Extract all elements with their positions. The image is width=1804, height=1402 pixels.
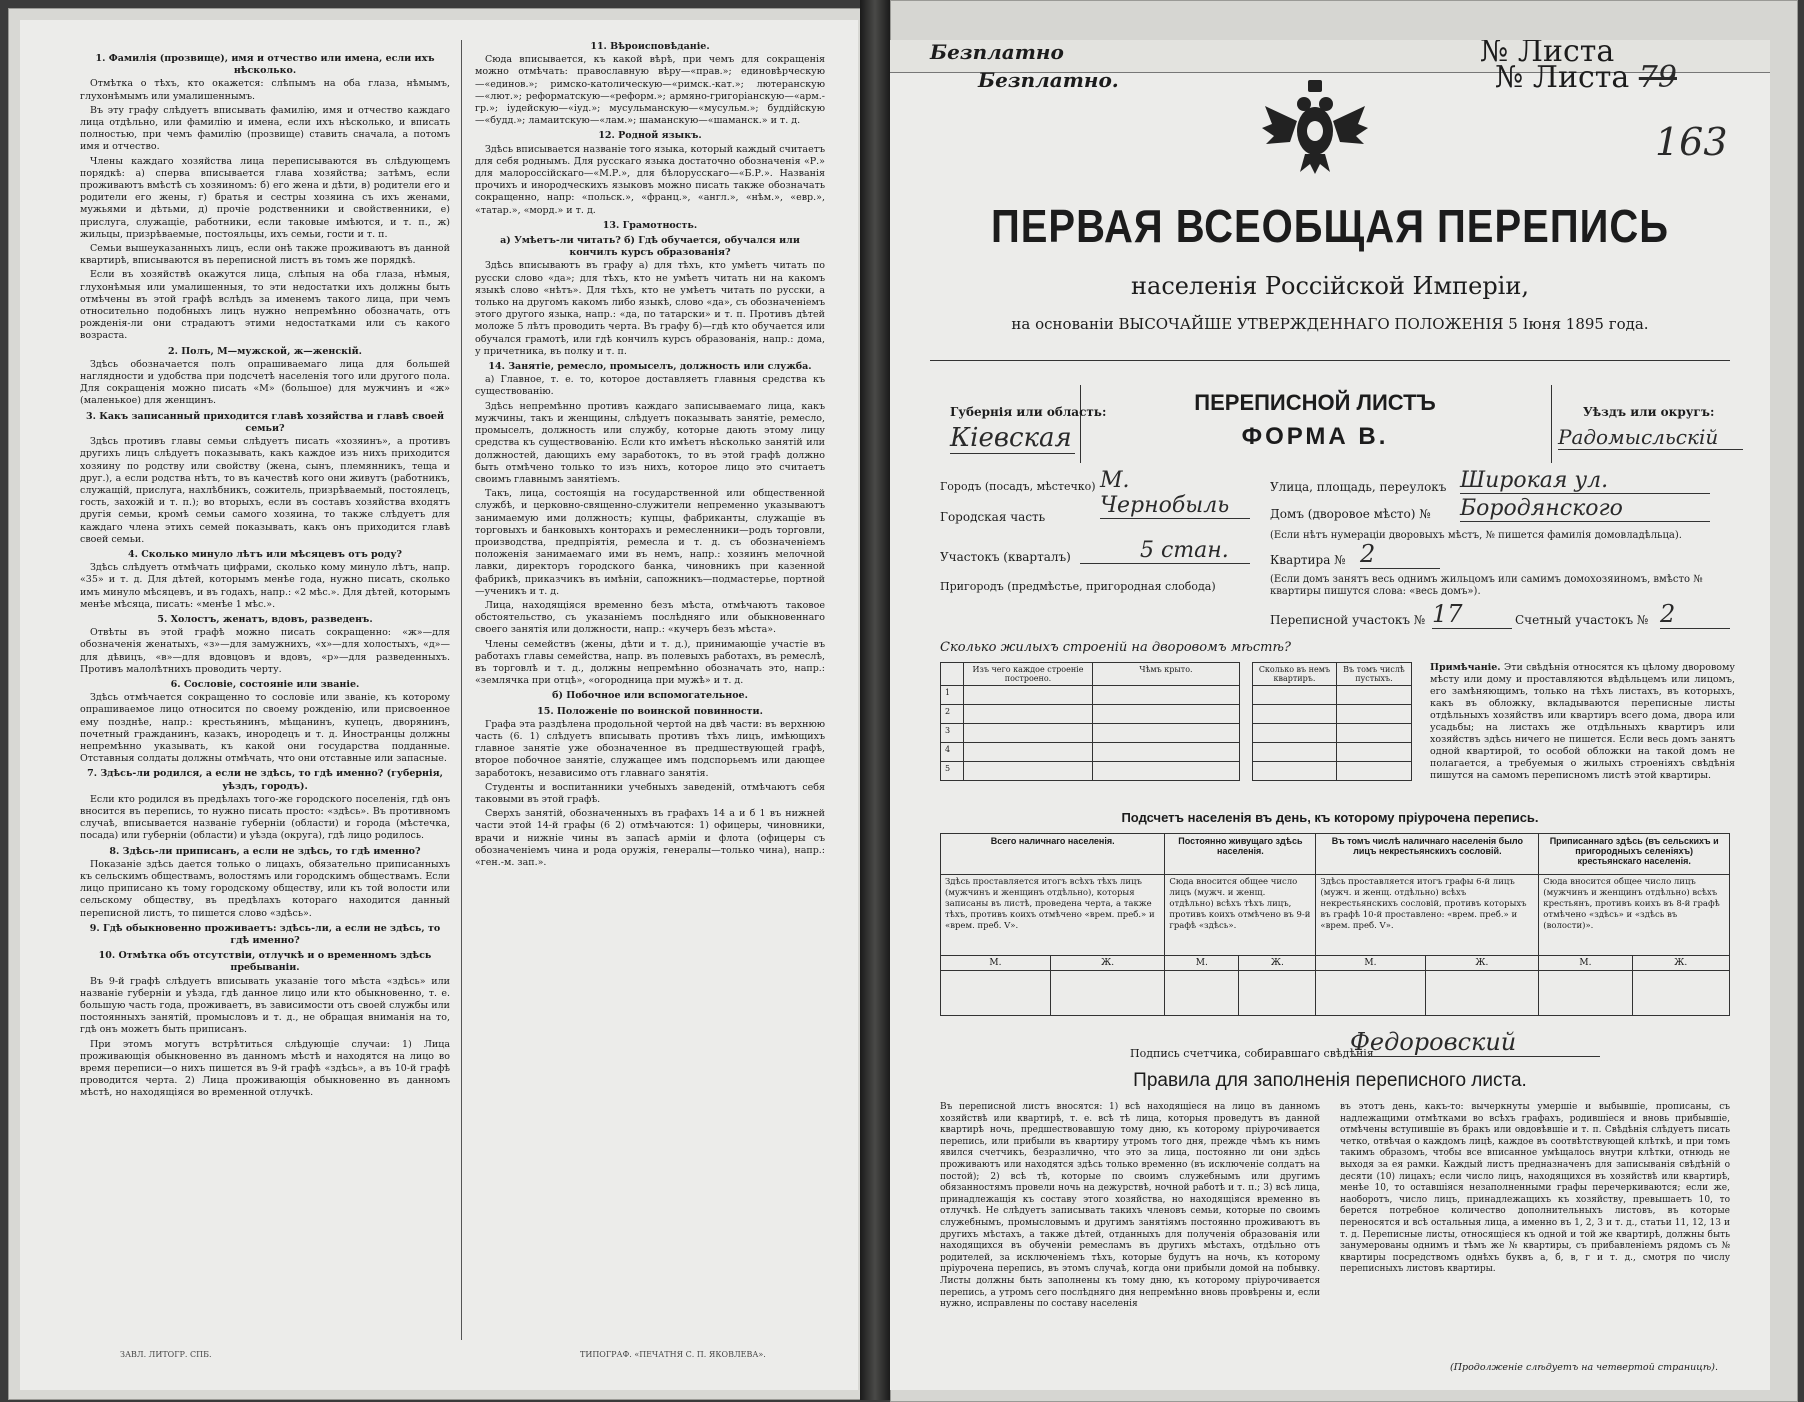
signature-label: Подпись счетчика, собиравшаго свѣдѣнія — [1130, 1047, 1374, 1060]
instruction-paragraph: Лица, находящіяся временно безъ мѣста, отмѣчаютъ таковое обстоятельство, съ указаніемъ послѣдняго или обыкновеннаго своего занятія или должности, напр.: «кучеръ безъ мѣста». — [475, 599, 825, 636]
buildings-row: 4 — [941, 743, 964, 762]
uezd-value: Радомысльскій — [1558, 425, 1743, 450]
sheet-number: № Листа 79 — [1495, 60, 1677, 95]
buildings-note: Примѣчаніе. Эти свѣдѣнія относятся къ цѣлому дворовому мѣсту или дому и проставляются вѣдѣльцемъ или лицомъ, его замѣняющимъ, только на тѣхъ листахъ, въ которыхъ, какъ въ обложку, вкладываются переписные листы отдѣльныхъ хозяйствъ или квартиръ всего дома, двора или усадьбы; на листахъ же отдѣльныхъ квартиръ или хозяйствъ здѣсь ничего не пишется. Если весь домъ занятъ одной квартирой, то особой обложки на такой домъ не полагается, а требуемыя о жилыхъ строеніяхъ свѣдѣнія пишутся на самомъ переписномъ листѣ этой квартиры. — [1430, 662, 1735, 781]
book-spine — [860, 0, 890, 1400]
pop-header-non-peasant: Въ томъ числѣ наличнаго населенія было лицъ некрестьянскихъ сословій. — [1316, 834, 1539, 875]
instruction-heading: 14. Занятіе, ремесло, промыселъ, должность или служба. — [488, 361, 812, 373]
guberniya-label: Губернія или область: — [950, 405, 1107, 419]
instruction-heading: 8. Здѣсь-ли приписанъ, а если не здѣсь, то гдѣ именно? — [109, 845, 421, 857]
instruction-paragraph: Здѣсь слѣдуетъ отмѣчать цифрами, сколько кому минуло лѣтъ, напр. «35» и т. д. Для дѣтей, которымъ менѣе года, нужно писать, сколько имъ минуло мѣсяцевъ, и въ годахъ, напр.: «2 мѣс.». Для дѣтей, которымъ менѣе мѣсяца, писать: «менѣе 1 мѣс.». — [80, 562, 450, 610]
form-variant: ФОРМА В. — [1241, 423, 1389, 450]
pop-m: М. — [1316, 956, 1425, 971]
apartment-label: Квартира № — [1270, 553, 1346, 567]
buildings-col-roof: Чѣмъ крыто. — [1093, 663, 1240, 686]
instruction-heading: 5. Холостъ, женатъ, вдовъ, разведенъ. — [157, 613, 373, 625]
buildings-col-empty: Въ томъ числѣ пустыхъ. — [1336, 663, 1411, 686]
footer-printer-right: ТИПОГРАФ. «ПЕЧАТНЯ С. П. ЯКОВЛЕВА». — [580, 1350, 766, 1359]
instruction-heading: 15. Положеніе по воинской повинности. — [537, 705, 763, 717]
census-district-label: Переписной участокъ № — [1270, 613, 1426, 627]
counting-district-value: 2 — [1660, 600, 1730, 629]
district-value: 5 стан. — [1080, 538, 1250, 564]
column-divider — [461, 40, 462, 1340]
buildings-question: Сколько жилыхъ строеній на дворовомъ мѣстѣ? — [940, 640, 1291, 655]
census-title: ПЕРВАЯ ВСЕОБЩАЯ ПЕРЕПИСЬ — [991, 201, 1669, 253]
district-label: Участокъ (кварталъ) — [940, 550, 1071, 564]
apartment-note: (Если домъ занятъ весь однимъ жильцомъ или самимъ домохозяиномъ, вмѣсто № квартиры пишутся слова: «весь домъ»). — [1270, 574, 1703, 597]
instruction-paragraph: Студенты и воспитанники учебныхъ заведеній, отмѣчаютъ себя таковыми въ этой графѣ. — [475, 781, 825, 805]
instruction-paragraph: Члены каждаго хозяйства лица переписываются въ слѣдующемъ порядкѣ: а) сперва вписывается глава хозяйства; затѣмъ, если проживаютъ вмѣстѣ съ хозяиномъ: б) его жена и дѣти, в) родители его и родители его жены, г) братья и сестры хозяина съ ихъ женами, мужьями и дѣтьми, д) прочіе родственники и свойственники, е) прислуга, служащіе, работники, если таковые имѣются, и т. п., ж) жильцы, призрѣваемые, постояльцы, ихъ семьи, гости и т. п. — [80, 155, 450, 240]
right-page — [890, 40, 1770, 1390]
pop-desc-permanent: Сюда вносится общее число лицъ (мужч. и женщ. отдѣльно) всѣхъ тѣхъ лицъ, противъ коихъ отмѣчено въ 9-й графѣ «здѣсь». — [1165, 875, 1316, 956]
instruction-heading: 3. Какъ записанный приходится главѣ хозяйства и главѣ своей семьи? — [86, 410, 444, 434]
buildings-row: 1 — [941, 686, 964, 705]
instruction-heading: 9. Гдѣ обыкновенно проживаетъ: здѣсь-ли, а если не здѣсь, то гдѣ именно? — [89, 922, 441, 947]
instruction-heading: 7. Здѣсь-ли родился, а если не здѣсь, то гдѣ именно? (губернія, уѣздъ, городъ). — [87, 768, 443, 792]
instruction-heading: 10. Отмѣтка объ отсутствіи, отлучкѣ и о временномъ здѣсь пребываніи. — [98, 950, 432, 974]
instructions-column-1 — [80, 50, 450, 1340]
sheet-number-value: 79 — [1638, 60, 1677, 95]
pop-desc-non-peasant: Здѣсь проставляется итогъ графы 6-й лицъ (мужч. и женщ. отдѣльно) всѣхъ некрестьянскихъ сословій, противъ которыхъ въ графѣ 10-й проставлено: «врем. преб.» и «врем. преб. V». — [1316, 875, 1539, 956]
title-rule — [930, 360, 1730, 361]
instruction-paragraph: При этомъ могутъ встрѣтиться слѣдующіе случаи: 1) Лица проживающія обыкновенно въ данномъ мѣстѣ и находятся на лицо во время переписи—о нихъ пишется въ 9-й графѣ «здѣсь», а въ 10-й графѣ проводится черта. 2) Лица проживающія обыкновенно въ данномъ мѣстѣ, но находящіяся во временной отлучкѣ. — [80, 1038, 450, 1099]
uezd-label: Уѣздъ или округъ: — [1583, 405, 1715, 419]
instruction-paragraph: Здѣсь противъ главы семьи слѣдуетъ писать «хозяинъ», а противъ другихъ лицъ слѣдуетъ показывать, какъ каждое изъ нихъ приходится хозяину по родству или свойству (жена, сынъ, племянникъ, теща и друг.), а если родства нѣтъ, то въ качествѣ кого они живутъ (работникъ, служащій, прислуга, нахлѣбникъ, сожитель, призрѣваемый, постоялецъ, гость, захожій и т. п.); во вторыхъ, если въ составъ хозяйства входятъ другія семьи, кромѣ семьи самого хозяина, то также слѣдуетъ для каждаго члена этихъ семей показывать, какъ онъ приходится главѣ своей семьи. — [80, 436, 450, 545]
street-value: Широкая ул. — [1460, 468, 1710, 494]
instruction-paragraph: Въ 9-й графѣ слѣдуетъ вписывать указаніе того мѣста «здѣсь» или названіе губерніи и уѣзда, гдѣ данное лицо или кто обыкновенно, т. е. большую часть года, проживаетъ, въ зависимости отъ своей службы или постоянныхъ занятій, промысловъ и т. д., не обращая вниманія на то, гдѣ онъ можетъ быть приписанъ. — [80, 975, 450, 1036]
rules-continued: (Продолженіе слѣдуетъ на четвертой страницѣ). — [1450, 1362, 1718, 1373]
population-table — [940, 833, 1730, 1016]
form-name: ПЕРЕПИСНОЙ ЛИСТЪ — [1194, 390, 1436, 415]
census-basis: на основаніи ВЫСОЧАЙШЕ УТВЕРЖДЕННАГО ПОЛОЖЕНІЯ 5 Іюня 1895 года. — [1011, 315, 1649, 333]
instruction-paragraph: Члены семействъ (жены, дѣти и т. д.), принимающіе участіе въ работахъ главы семейства, напр. въ полевыхъ работахъ, въ ремеслѣ, въ торговлѣ и т. д., должны непремѣнно обозначать это, напр.: «землячка при отцѣ», «огородница при мужѣ» и т. д. — [475, 638, 825, 687]
buildings-col-apartments: Сколько въ немъ квартиръ. — [1253, 663, 1337, 686]
instruction-paragraph: Здѣсь отмѣчается сокращенно то сословіе или званіе, къ которому опрашиваемое лицо относится по своему рожденію, или присвоенное ему позднѣе, напр.: крестьянинъ, мѣщанинъ, купецъ, дворянинъ, почетный гражданинъ, казакъ, инородецъ и т. д. Иностранцы должны непремѣнно указывать, къ какой они государства подданные. Отставныя солдаты должны отмѣчать, что они отставные или запасные. — [80, 692, 450, 765]
pop-header-peasant: Приписаннаго здѣсь (въ сельскихъ и пригородныхъ селеніяхъ) крестьянскаго населенія. — [1539, 834, 1730, 875]
instruction-heading: б) Побочное или вспомогательное. — [552, 690, 748, 702]
pop-header-total: Всего наличнаго населенія. — [941, 834, 1165, 875]
instruction-paragraph: Такъ, лица, состоящія на государственной или общественной службѣ, и церковно-священно-служители непременно указываютъ занимаемую ими должность; купцы, фабриканты, служащіе въ торговыхъ и банковыхъ конторахъ и ремесленники—родъ торговли, производства, предпріятія, ремесла и т. д. съ обозначеніемъ положенія занимаемаго ими въ немъ, напр.: хозяинъ мелочной лавки, директоръ городского банка, чиновникъ при казенной фабрикѣ, приказчикъ въ имѣніи, сапожникъ—подмастерье, портной—ученикъ и т. д. — [475, 488, 825, 597]
suburb-label: Пригородъ (предмѣстье, пригородная слобода) — [940, 580, 1216, 593]
pop-zh: Ж. — [1632, 956, 1729, 971]
buildings-table — [940, 662, 1240, 781]
instruction-heading: 13. Грамотность. — [602, 219, 698, 231]
instruction-heading: 6. Сословіе, состояніе или званіе. — [170, 678, 360, 690]
bezplatno-top: Безплатно — [930, 40, 1064, 64]
pop-m: М. — [941, 956, 1051, 971]
pop-m: М. — [1539, 956, 1632, 971]
pop-desc-peasant: Сюда вносится общее число лицъ (мужчинъ и женщинъ отдѣльно) всѣхъ крестьянъ, противъ коихъ въ 8-й графѣ отмѣчено «здѣсь» и «здѣсь въ (волости)». — [1539, 875, 1730, 956]
buildings-row: 2 — [941, 705, 964, 724]
apartment-value: 2 — [1360, 540, 1440, 569]
instruction-heading: 12. Родной языкъ. — [598, 130, 702, 142]
instruction-paragraph: Если въ хозяйствѣ окажутся лица, слѣпыя на оба глаза, нѣмыя, глухонѣмыя или умалишенныя, то эти недостатки ихъ должны быть отмѣчены въ этой графѣ вслѣдъ за именемъ такого лица, при чемъ относительно подобныхъ лицъ нужно непремѣнно обозначать, отъ рожденія-ли они страдаютъ этими недостатками или съ какого возраста. — [80, 269, 450, 342]
census-district-value: 17 — [1432, 600, 1512, 629]
pop-desc-total: Здѣсь проставляется итогъ всѣхъ тѣхъ лицъ (мужчинъ и женщинъ отдѣльно), которыя записаны въ листѣ, проведена черта, а также тѣхъ, противъ коихъ отмѣчено «врем. преб.» и «врем. преб. V». — [941, 875, 1165, 956]
instruction-paragraph: а) Главное, т. е. то, которое доставляетъ главныя средства къ существованію. — [475, 374, 825, 398]
rules-left-column: Въ переписной листъ вносятся: 1) всѣ находящіеся на лицо въ данномъ хозяйствѣ или квартирѣ, т. е. всѣ тѣ лица, которыя проведутъ въ данной квартирѣ ночь, предшествовавшую тому дню, къ которому пріурочивается перепись, или прибыли въ квартиру утромъ того дня, прежде чѣмъ къ нимъ явился счетчикъ, безразлично, что это за лица, постоянно ли они здѣсь проживаютъ или находятся здѣсь только временно (въ исключеніе солдатъ на постой); 2) всѣ тѣ, которые по своимъ служебнымъ или другимъ обязанностямъ провели ночь на дежурствѣ, ночной работѣ и т. п.; 3) всѣ лица, принадлежащія къ составу этого хозяйства, но находящіяся временно въ отлучкѣ. Не слѣдуетъ записывать такихъ членовъ семьи, которые по своимъ служебнымъ, промысловымъ и другимъ занятіямъ постоянно проживаютъ въ другихъ мѣстахъ, а также дѣтей, отданныхъ для полученія образованія или находящихся въ обученіи ремесламъ въ другихъ мѣстахъ, отдѣльно отъ родителей, за исключеніемъ тѣхъ, которые будутъ на ночь, къ которому пріурочена перепись, въ этомъ случаѣ, когда они прибыли домой на побывку. Листы должны быть заполнены къ тому дню, къ которому пріурочивается перепись, а утромъ сего послѣдняго дня непремѣнно вновь провѣрены и, если нужно, исправлены по составу населенія — [940, 1102, 1320, 1310]
instruction-heading: 4. Сколько минуло лѣтъ или мѣсяцевъ отъ роду? — [127, 548, 403, 560]
census-subtitle: населенія Россійской Имперіи, — [1131, 272, 1529, 300]
counting-district-label: Счетный участокъ № — [1515, 613, 1649, 627]
city-value: М. Чернобыль — [1100, 468, 1250, 519]
buildings-table-right — [1252, 662, 1412, 781]
buildings-row: 3 — [941, 724, 964, 743]
footer-printer-left: ЗАВЛ. ЛИТОГР. СПБ. — [120, 1350, 212, 1359]
house-value: Бородянского — [1460, 496, 1710, 522]
bezplatno-label: Безплатно. — [978, 68, 1119, 92]
left-page — [20, 20, 858, 1390]
street-label: Улица, площадь, переулокъ — [1270, 480, 1447, 494]
instruction-heading: 2. Полъ, М—мужской, ж—женскій. — [167, 345, 362, 357]
sheet-number-top: № Листа — [1480, 40, 1615, 69]
instruction-heading: 11. Вѣроисповѣданіе. — [590, 41, 710, 52]
guberniya-value: Кіевская — [950, 423, 1075, 454]
instruction-paragraph: Здѣсь вписывается названіе того языка, который каждый считаетъ для себя роднымъ. Для русскаго языка достаточно обозначенія «Р.» для малороссійскаго—«М.Р.», для бѣлорусскаго—«Б.Р.». Названія прочихъ и инородческихъ языковъ можно писать также обозначать сокращенно, напр: «польск.», «франц.», «англ.», «нѣм.», «евр.», «татар.», «морд.» и т. д. — [475, 143, 825, 216]
house-label: Домъ (дворовое мѣсто) № — [1270, 507, 1431, 521]
buildings-row: 5 — [941, 762, 964, 781]
instruction-heading: а) Умѣетъ-ли читать? б) Гдѣ обучается, обучался или кончилъ курсъ образованія? — [500, 235, 800, 259]
signature-value: Федоровский — [1350, 1028, 1600, 1057]
instruction-paragraph: Въ эту графу слѣдуетъ вписывать фамилію, имя и отчество каждаго лица отдѣльно, или фамилію и имена, если ихъ нѣсколько, и вписать полностью, при чемъ фамилію (прозвище) ставить сначала, а потомъ имя и отчество. — [80, 104, 450, 153]
pop-zh: Ж. — [1050, 956, 1165, 971]
instruction-paragraph: Здѣсь обозначается полъ опрашиваемаго лица для большей наглядности и удобства при подсчетѣ населенія того или другого пола. Для сокращенія можно писать «М» (большое) для мужчинъ и «ж» (маленькое) для женщинъ. — [80, 358, 450, 407]
instruction-heading: 1. Фамилія (прозвище), имя и отчество или имена, если ихъ нѣсколько. — [95, 53, 435, 77]
instruction-paragraph: Сюда вписывается, къ какой вѣрѣ, при чемъ для сокращенія можно отмѣчать: православную вѣру—«прав.»; единовѣрческую—«единов.»; римско-католическую—«римск.-кат.»; лютеранскую—«лют.»; реформатскую—«реформ.»; армяно-григоріанскую—«арм.-гр.»; іудейскую—«іуд.»; мусульманскую—«мусульм.»; буддійскую—«будд.»; ламаитскую—«лам.»; шаманскую—«шаманск.» и т. д. — [475, 54, 825, 127]
pop-zh: Ж. — [1239, 956, 1316, 971]
house-note: (Если нѣтъ нумераціи дворовыхъ мѣстъ, № пишется фамилія домовладѣльца). — [1270, 530, 1682, 541]
city-label: Городъ (посадъ, мѣстечко) — [940, 480, 1096, 493]
instruction-paragraph: Семьи вышеуказанныхъ лицъ, если онѣ также проживаютъ въ данной квартирѣ, вписываются въ переписной листъ въ томъ же порядкѣ. — [80, 243, 450, 267]
instruction-paragraph: Отвѣты въ этой графѣ можно писать сокращенно: «ж»—для обозначенія женатыхъ, «з»—для замужнихъ, «х»—для холостыхъ, «д»—для дѣвицъ, «в»—для вдовцовъ и вдовъ, «р»—для разведенныхъ. Противъ малолѣтнихъ проводить черту. — [80, 627, 450, 675]
page-number-handwritten: 163 — [1655, 120, 1728, 164]
pop-m: М. — [1165, 956, 1239, 971]
rules-right-column: въ этотъ день, какъ-то: вычеркнуты умершіе и выбывшіе, прописаны, съ надлежащими отмѣтками во всѣхъ графахъ, родившіеся и вновь прибывшіе, отмѣчены вступившіе въ бракъ или овдовѣвшіе и т. п. Свѣдѣнія слѣдуетъ писать четко, отвѣчая о каждомъ лицѣ, каждое въ соотвѣтствующей клѣткѣ, и при томъ такимъ образомъ, чтобы все вписанное умѣщалось внутри клѣтки, отнюдь не выходя за ея рамки. Каждый листъ предназначенъ для записыванія свѣдѣній о десяти (10) лицахъ; если число лицъ, находящихся въ хозяйствѣ или квартирѣ, менѣе 10, то оставшіяся незаполненными графы перечеркиваются; если же, наоборотъ, число лицъ, принадлежащихъ къ хозяйству, превышаетъ 10, то берется потребное количество дополнительныхъ листовъ, въ которые переносятся и всѣ остальныя лица, а именно въ 1, 2, 3 и т. д., статьи 11, 12, 13 и т. д. Переписные листы, относящіеся къ одной и той же квартирѣ, должны быть занумерованы однимъ и тѣмъ же № квартиры, съ прибавленіемъ рядомъ съ № квартиры посредствомъ однѣхъ буквъ а, б, в, г и т. д., смотря по числу переписныхъ листовъ квартиры. — [1340, 1102, 1730, 1275]
instruction-paragraph: Показаніе здѣсь дается только о лицахъ, обязательно приписанныхъ къ сельскимъ обществамъ, волостямъ или городскимъ обществамъ. Если лицо приписано къ тому городскому обществу, или къ той волости или сельскому обществу, въ предѣлахъ котораго находится данный переписной листъ, то пишется слово «здѣсь». — [80, 858, 450, 919]
instruction-paragraph: Здѣсь непремѣнно противъ каждаго записываемаго лица, какъ мужчины, такъ и женщины, слѣдуетъ показывать занятіе, ремесло, промыселъ, должность или службу, которые дають этому лицу средства къ существованію. Если кто имѣетъ нѣсколько занятій или должностей, дающихъ ему заработокъ, то въ этой графѣ должно быть отмѣчено только то изъ нихъ, которое лицо это считаетъ своимъ главнымъ занятіемъ. — [475, 400, 825, 485]
population-title: Подсчетъ населенія въ день, къ которому пріурочена перепись. — [1121, 810, 1539, 825]
instruction-paragraph: Сверхъ занятій, обозначенныхъ въ графахъ 14 а и б 1 въ нижней части этой 14-й графы (6 2) отмѣчаются: 1) офицеры, чиновники, врачи и нижніе чины въ запасѣ арміи и флота (офицеры съ обозначеніемъ чина и рода оружія, генералы—только чина), напр.: «ген.-м. зап.». — [475, 808, 825, 868]
rules-title: Правила для заполненія переписного листа. — [1133, 1070, 1527, 1091]
instructions-column-2 — [475, 38, 825, 1338]
instruction-paragraph: Если кто родился въ предѣлахъ того-же городского поселенія, гдѣ онъ вносится въ перепись, то нужно писать просто: «здѣсь». Въ противномъ случаѣ, вписывается названіе губерніи (области) и города (мѣстечка, посада) или губерніи (области) и уѣзда (округа), гдѣ лицо родилось. — [80, 793, 450, 842]
pop-header-permanent: Постоянно живущаго здѣсь населенія. — [1165, 834, 1316, 875]
pop-zh: Ж. — [1425, 956, 1539, 971]
instruction-paragraph: Графа эта раздѣлена продольной чертой на двѣ части: въ верхнюю часть (6. 1) слѣдуетъ вписывать противъ тѣхъ лицъ, имѣющихъ главное занятіе уже обозначенное въ предшествующей графѣ, второе побочное занятіе, служащее имъ подспорьемъ или дающее заработокъ, независимо отъ главнаго занятія. — [475, 718, 825, 779]
imperial-eagle-emblem — [1260, 76, 1370, 176]
city-part-label: Городская часть — [940, 510, 1046, 524]
instruction-paragraph: Здѣсь вписываютъ въ графу а) для тѣхъ, кто умѣетъ читать по русски слово «да»; для тѣхъ, кто не умѣетъ читать ни на какомъ языкѣ слово «нѣтъ». Для тѣхъ, кто не умѣетъ читать по русски, а только на другомъ какомъ либо языкѣ, слово «да», съ обозначеніемъ этого другого языка, напр.: «да, по татарски» и т. п. Противъ дѣтей моложе 5 лѣтъ проводить черта. Въ графу б)—гдѣ кто обучается или обучался грамотѣ, или гдѣ кончилъ курсъ образованія, напр.: дома, у причетника, въ полку и т. п. — [475, 260, 825, 357]
buildings-col-material: Изъ чего каждое строеніе построено. — [964, 663, 1093, 686]
instruction-paragraph: Отмѣтка о тѣхъ, кто окажется: слѣпымъ на оба глаза, нѣмымъ, глухонѣмымъ или умалишеннымъ. — [80, 78, 450, 102]
